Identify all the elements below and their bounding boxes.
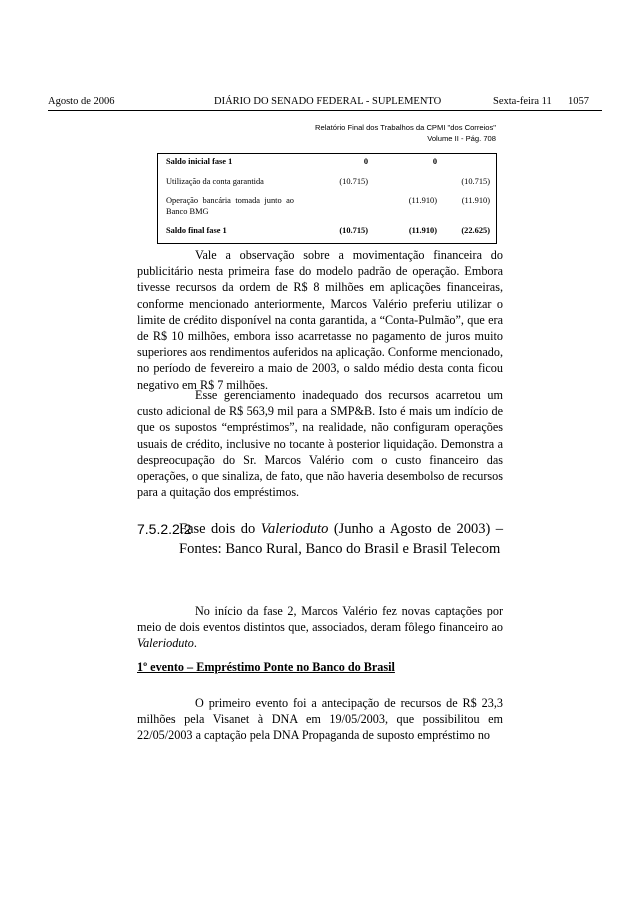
table-cell: (11.910) — [408, 196, 437, 205]
table-cell: (22.625) — [461, 226, 490, 235]
header-page-number: 1057 — [568, 96, 589, 107]
table-cell: (10.715) — [339, 226, 368, 235]
paragraph-2: Esse gerenciamento inadequado dos recursos acarretou um custo adicional de R$ 563,9 mil para a SMP&B. Isto é mais um indício de que os supostos “empréstimos”, na realidade, não configuram operações usuais de crédito, inclusive no tocante à posterior liquidação. Demonstra a despreocupação do Sr. Marcos Valério com o custo financeiro das operações, o que sinaliza, de fato, que não haveria desembolso de recursos para a quitação dos empréstimos. — [137, 388, 503, 500]
section-title-part: Fase dois do — [179, 521, 261, 537]
table-row — [158, 154, 497, 174]
table-cell-label: Operação bancária tomada junto ao Banco BMG — [166, 196, 294, 216]
header-divider — [48, 110, 602, 111]
table-row — [158, 223, 497, 243]
paragraph-3-text: No início da fase 2, Marcos Valério fez novas captações por meio de dois eventos distintos que, associados, deram fôlego financeiro ao — [137, 604, 503, 635]
table-cell — [374, 174, 443, 194]
table-row — [158, 174, 497, 194]
paragraph-3 — [137, 603, 503, 652]
section-title — [179, 519, 503, 559]
table-cell-label: Utilização da conta garantida — [166, 176, 264, 186]
header-weekday: Sexta-feira 11 — [493, 96, 552, 107]
report-reference-line1: Relatório Final dos Trabalhos da CPMI "dos Correios" — [315, 123, 496, 132]
table-cell: (10.715) — [461, 176, 490, 186]
section-title-part: (Junho a Agosto de 2003) – Fontes: Banco Rural, Banco do Brasil e Brasil Telecom — [179, 521, 503, 557]
paragraph-4: O primeiro evento foi a antecipação de recursos de R$ 23,3 milhões pela Visanet à DNA em 19/05/2003, que possibilitou em 22/05/2003 a captação pela DNA Propaganda de suposto empréstimo no — [137, 696, 503, 743]
section-title-emphasis: Valerioduto — [260, 521, 329, 537]
paragraph-1: Vale a observação sobre a movimentação financeira do publicitário nesta primeira fase do modelo padrão de operação. Embora tivesse recursos da ordem de R$ 8 milhões em aplicações financeiras, conforme mencionado anteriormente, Marcos Valério preferiu utilizar o limite de crédito disponível na conta garantida, a “Conta-Pulmão”, que era de R$ 10 milhões, embora isso acarretasse no pagamento de juros muito superiores aos rendimentos auferidos na aplicação. Conforme mencionado, no período de fevereiro a maio de 2003, o saldo médio desta conta ficou negativo em R$ 7 milhões. — [137, 248, 503, 392]
table-cell: (10.715) — [339, 176, 368, 186]
financial-table — [157, 153, 497, 244]
report-reference-line2: Volume II - Pág. 708 — [427, 134, 496, 143]
table-cell: 0 — [432, 157, 437, 166]
paragraph-3-end: . — [193, 636, 197, 651]
table-cell-label: Saldo final fase 1 — [166, 226, 227, 235]
table-row — [158, 193, 497, 223]
table-cell: 0 — [363, 157, 368, 166]
section-number: 7.5.2.2.2 — [137, 521, 192, 537]
report-reference — [250, 122, 496, 144]
header-publication: DIÁRIO DO SENADO FEDERAL - SUPLEMENTO — [214, 96, 442, 107]
subheading: 1º evento – Empréstimo Ponte no Banco do Brasil — [137, 660, 395, 674]
paragraph-3-emphasis: Valerioduto — [137, 636, 194, 651]
table-cell — [443, 154, 497, 174]
table-cell — [297, 193, 374, 223]
table-cell: (11.910) — [408, 226, 437, 235]
table-cell-label: Saldo inicial fase 1 — [166, 157, 233, 166]
table-cell: (11.910) — [461, 196, 490, 205]
header-date: Agosto de 2006 — [48, 96, 115, 107]
